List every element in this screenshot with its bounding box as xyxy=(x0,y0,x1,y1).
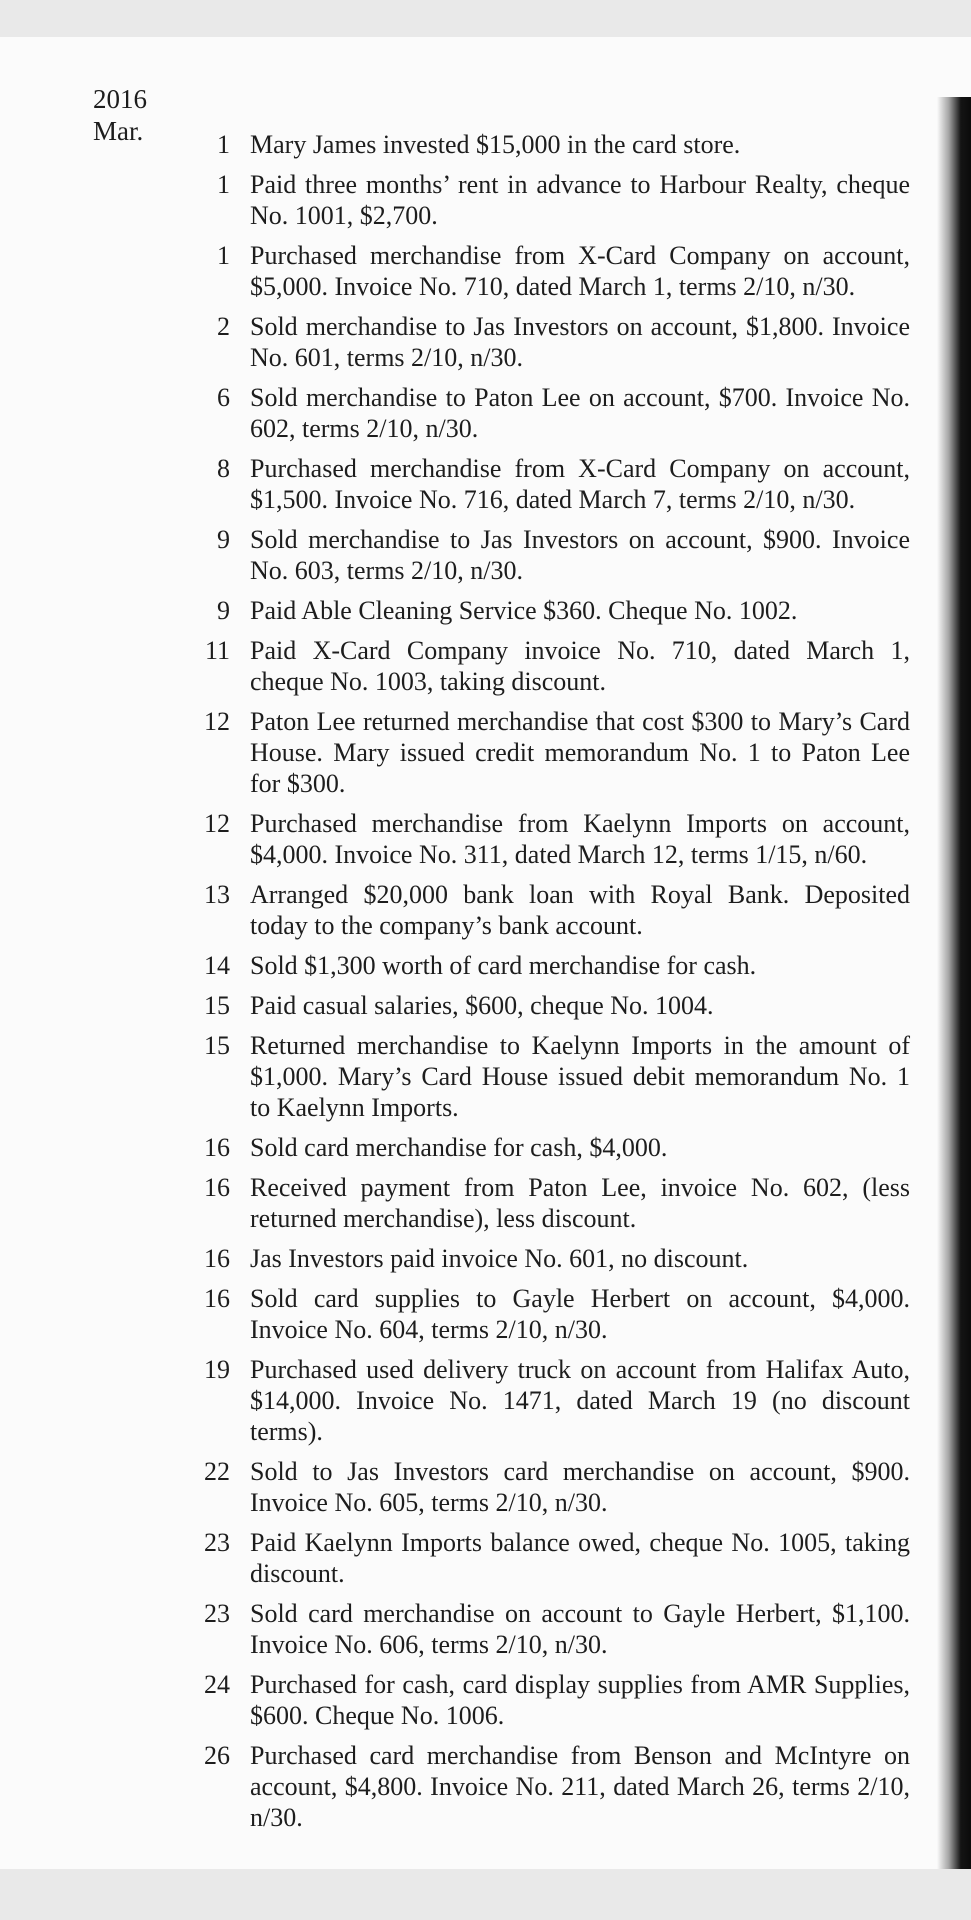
entry-text: Paid Able Cleaning Service $360. Cheque No. 1002. xyxy=(250,596,798,625)
entry-day: 26 xyxy=(204,1741,230,1770)
entry-day: 13 xyxy=(204,880,230,909)
transaction-entry xyxy=(190,1243,910,1274)
transaction-entry xyxy=(190,240,910,302)
document-page xyxy=(0,37,971,1869)
transaction-entry xyxy=(190,1030,910,1123)
entry-day: 8 xyxy=(217,454,230,483)
year-label: 2016 xyxy=(93,84,147,114)
entry-day: 11 xyxy=(204,636,230,665)
transaction-entry xyxy=(190,1669,910,1731)
entry-text: Purchased for cash, card display supplies from AMR Supplies, $600. Cheque No. 1006. xyxy=(250,1670,910,1730)
entry-text: Purchased merchandise from X-Card Company on account, $5,000. Invoice No. 710, dated March 1, terms 2/10, n/30. xyxy=(250,241,910,301)
transaction-entry xyxy=(190,1132,910,1163)
entry-text: Paid Kaelynn Imports balance owed, cheque No. 1005, taking discount. xyxy=(250,1528,910,1588)
entry-text: Purchased card merchandise from Benson and McIntyre on account, $4,800. Invoice No. 211, dated March 26, terms 2/10, n/30. xyxy=(250,1741,910,1832)
entry-day: 16 xyxy=(204,1133,230,1162)
entry-day: 15 xyxy=(204,1031,230,1060)
transaction-entry xyxy=(190,1354,910,1447)
transaction-entry xyxy=(190,595,910,626)
entry-text: Sold merchandise to Paton Lee on account, $700. Invoice No. 602, terms 2/10, n/30. xyxy=(250,383,910,443)
transaction-entry xyxy=(190,311,910,373)
transaction-entry xyxy=(190,950,910,981)
transaction-entry xyxy=(190,1456,910,1518)
entry-text: Jas Investors paid invoice No. 601, no discount. xyxy=(250,1244,749,1273)
transaction-entry xyxy=(190,879,910,941)
entry-text: Sold card supplies to Gayle Herbert on account, $4,000. Invoice No. 604, terms 2/10, n/30. xyxy=(250,1284,910,1344)
entry-text: Sold merchandise to Jas Investors on account, $900. Invoice No. 603, terms 2/10, n/30. xyxy=(250,525,910,585)
entry-text: Sold card merchandise on account to Gayle Herbert, $1,100. Invoice No. 606, terms 2/10, n/30. xyxy=(250,1599,910,1659)
transaction-entry xyxy=(190,808,910,870)
transaction-entry xyxy=(190,1527,910,1589)
entry-day: 24 xyxy=(204,1670,230,1699)
entry-day: 12 xyxy=(204,707,230,736)
entry-text: Sold card merchandise for cash, $4,000. xyxy=(250,1133,668,1162)
entry-text: Paton Lee returned merchandise that cost $300 to Mary’s Card House. Mary issued credit memorandum No. 1 to Paton Lee for $300. xyxy=(250,707,910,798)
entry-text: Sold to Jas Investors card merchandise on account, $900. Invoice No. 605, terms 2/10, n/30. xyxy=(250,1457,910,1517)
entry-day: 6 xyxy=(217,383,230,412)
entry-text: Received payment from Paton Lee, invoice No. 602, (less returned merchandise), less discount. xyxy=(250,1173,910,1233)
entry-text: Purchased merchandise from Kaelynn Imports on account, $4,000. Invoice No. 311, dated March 12, terms 1/15, n/60. xyxy=(250,809,910,869)
entry-text: Purchased merchandise from X-Card Company on account, $1,500. Invoice No. 716, dated March 7, terms 2/10, n/30. xyxy=(250,454,910,514)
transaction-entry xyxy=(190,635,910,697)
entry-text: Returned merchandise to Kaelynn Imports in the amount of $1,000. Mary’s Card House issued debit memorandum No. 1 to Kaelynn Imports. xyxy=(250,1031,910,1122)
entry-day: 19 xyxy=(204,1355,230,1384)
entry-text: Sold $1,300 worth of card merchandise for cash. xyxy=(250,951,757,980)
entry-day: 2 xyxy=(217,312,230,341)
month-label: Mar. xyxy=(93,116,144,146)
transaction-entry xyxy=(190,169,910,231)
entry-day: 23 xyxy=(204,1599,230,1628)
page-edge-shadow xyxy=(937,97,971,1869)
entry-day: 15 xyxy=(204,991,230,1020)
transaction-entry xyxy=(190,1172,910,1234)
entry-day: 16 xyxy=(204,1173,230,1202)
entry-text: Paid X-Card Company invoice No. 710, dated March 1, cheque No. 1003, taking discount. xyxy=(250,636,910,696)
transaction-list xyxy=(190,129,910,1842)
entry-text: Sold merchandise to Jas Investors on account, $1,800. Invoice No. 601, terms 2/10, n/30. xyxy=(250,312,910,372)
entry-text: Paid casual salaries, $600, cheque No. 1004. xyxy=(250,991,714,1020)
transaction-entry xyxy=(190,129,910,160)
entry-text: Paid three months’ rent in advance to Harbour Realty, cheque No. 1001, $2,700. xyxy=(250,170,910,230)
transaction-entry xyxy=(190,382,910,444)
entry-day: 22 xyxy=(204,1457,230,1486)
transaction-entry xyxy=(190,524,910,586)
transaction-entry xyxy=(190,706,910,799)
transaction-entry xyxy=(190,1283,910,1345)
entry-day: 12 xyxy=(204,809,230,838)
transaction-entry xyxy=(190,990,910,1021)
entry-text: Mary James invested $15,000 in the card store. xyxy=(250,130,741,159)
entry-text: Arranged $20,000 bank loan with Royal Bank. Deposited today to the company’s bank account. xyxy=(250,880,910,940)
entry-day: 14 xyxy=(204,951,230,980)
transaction-entry xyxy=(190,1740,910,1833)
entry-day: 23 xyxy=(204,1528,230,1557)
entry-day: 16 xyxy=(204,1284,230,1313)
entry-day: 1 xyxy=(217,130,230,159)
entry-day: 9 xyxy=(217,596,230,625)
transaction-entry xyxy=(190,1598,910,1660)
entry-text: Purchased used delivery truck on account from Halifax Auto, $14,000. Invoice No. 1471, dated March 19 (no discount terms). xyxy=(250,1355,910,1446)
entry-day: 1 xyxy=(217,241,230,270)
entry-day: 1 xyxy=(217,170,230,199)
transaction-entry xyxy=(190,453,910,515)
entry-day: 9 xyxy=(217,525,230,554)
entry-day: 16 xyxy=(204,1244,230,1273)
